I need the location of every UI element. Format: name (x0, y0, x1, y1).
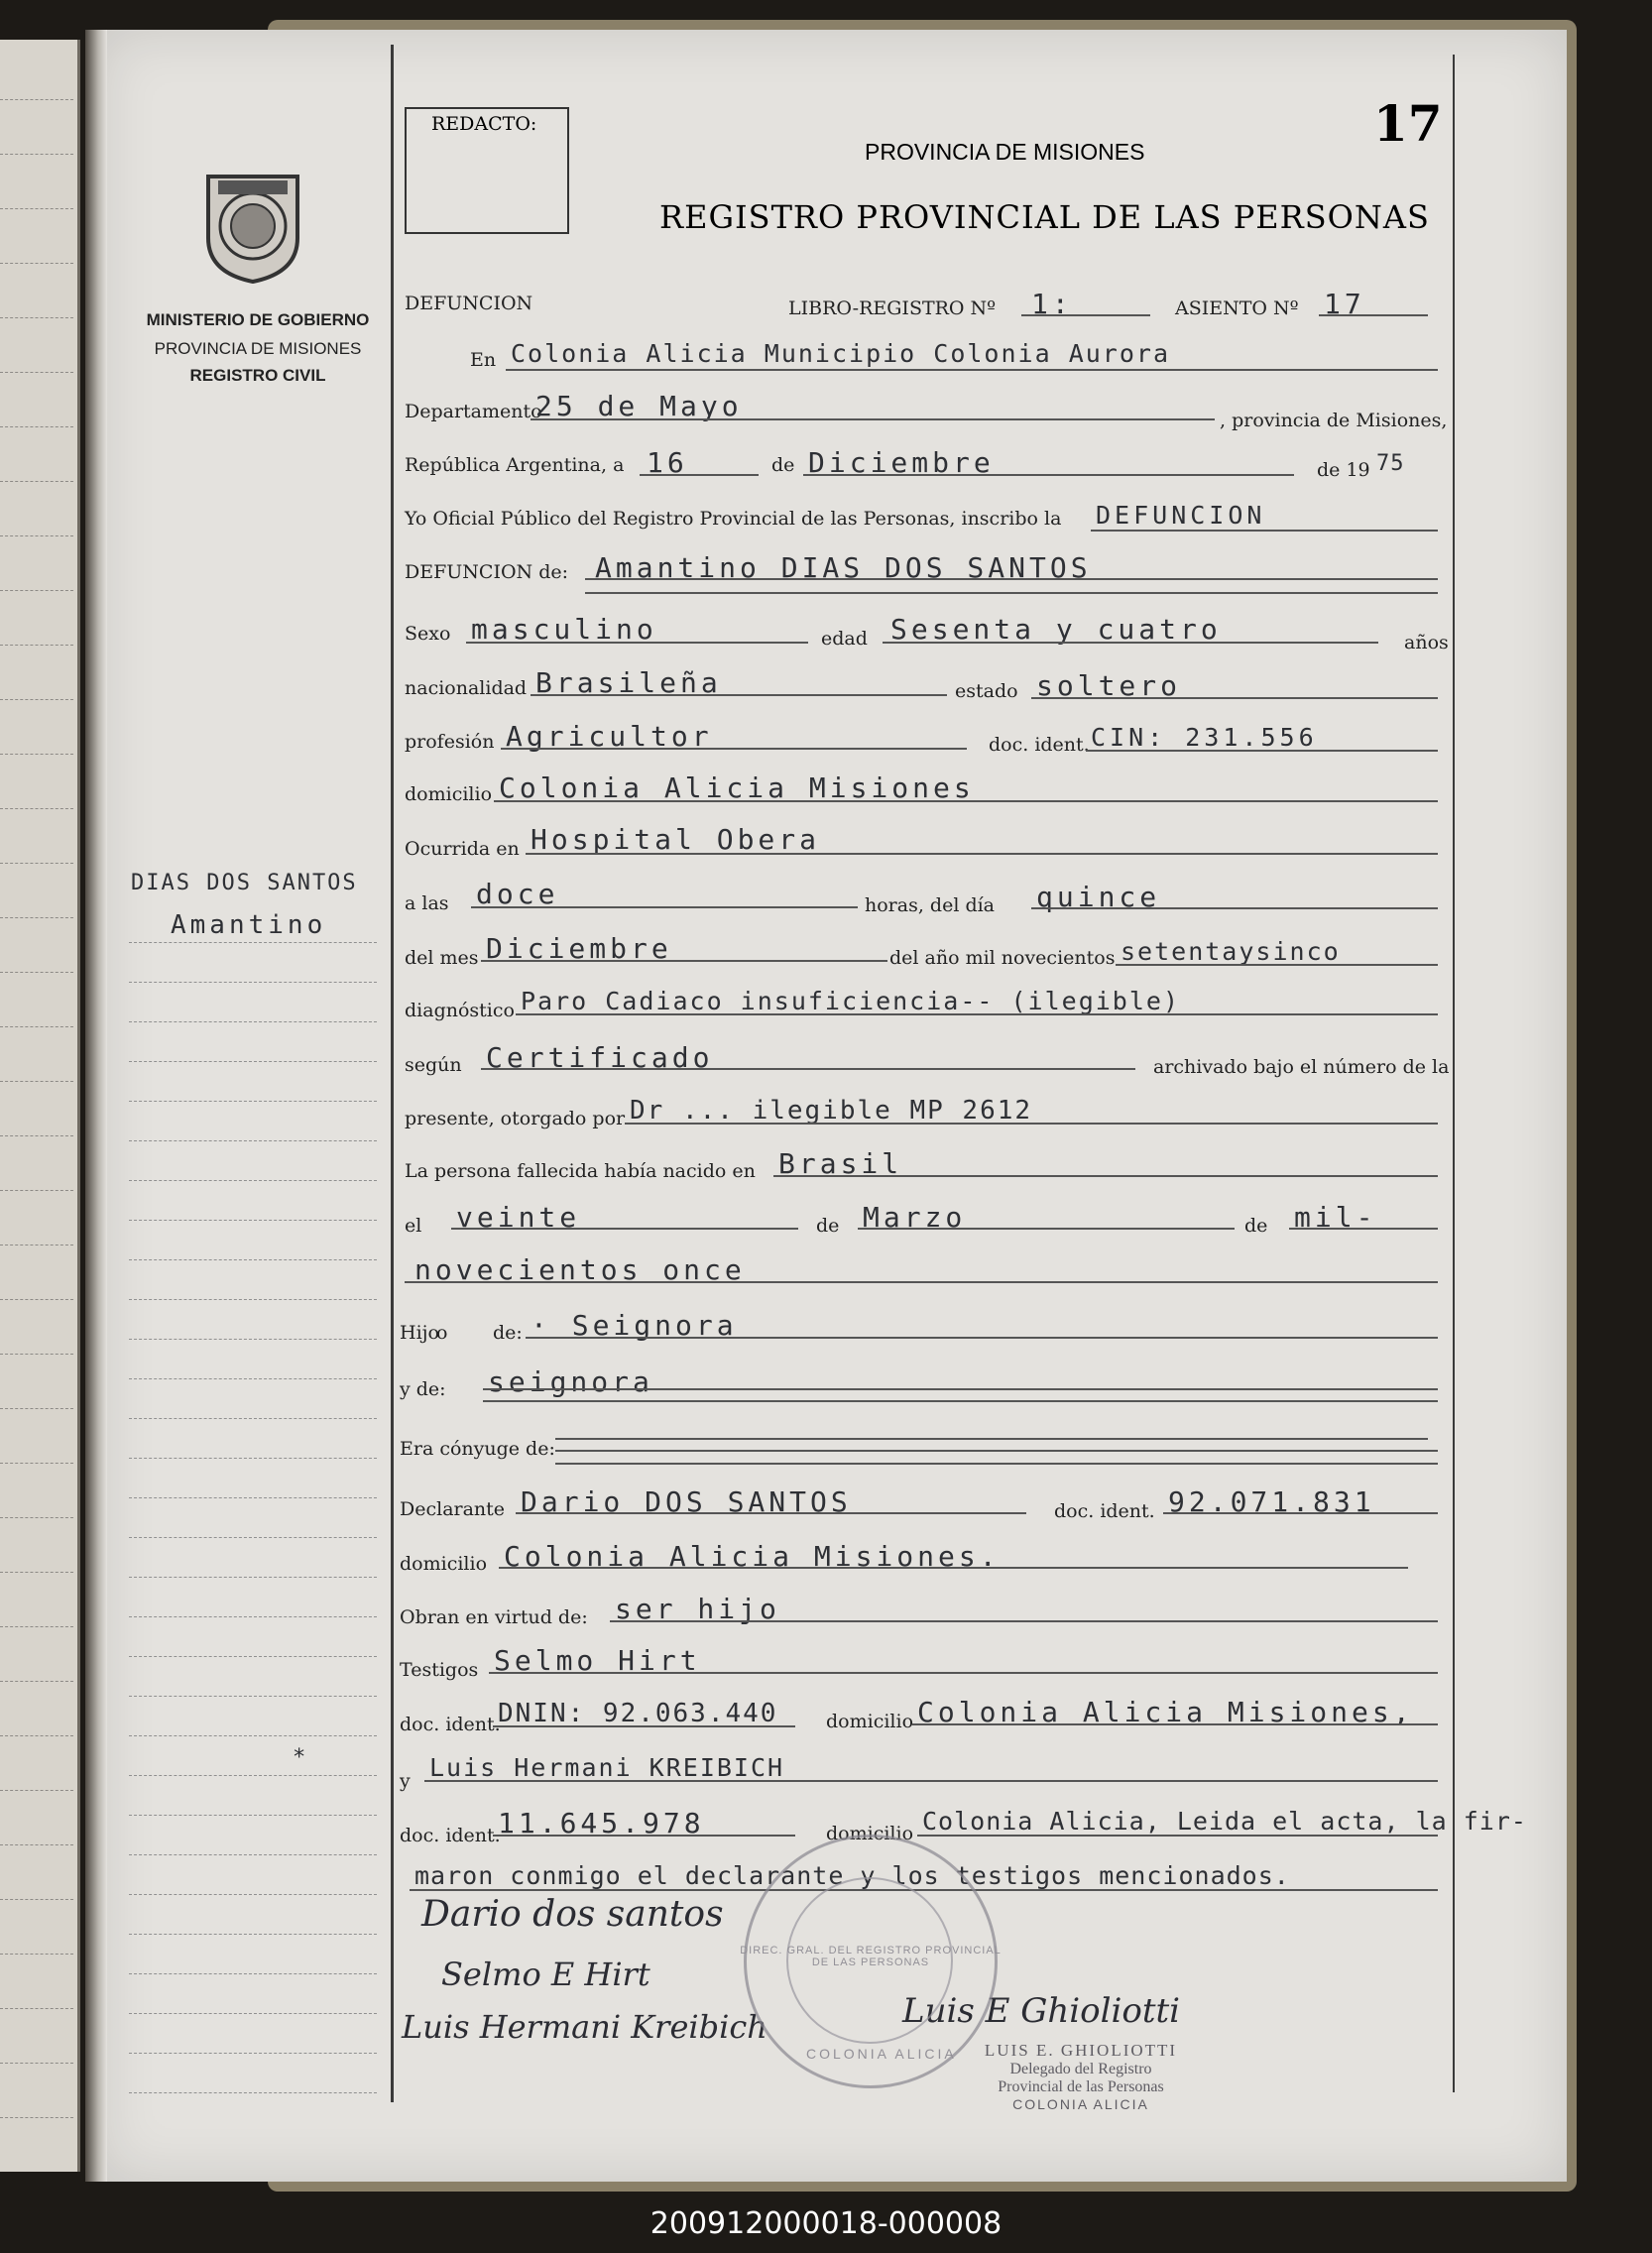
margin-ruled-line (129, 2053, 377, 2054)
nacionalidad-label: nacionalidad (405, 677, 528, 699)
ruled-line (0, 863, 73, 864)
ruled-line (0, 808, 73, 809)
docident-label: doc. ident. (989, 734, 1090, 756)
ruled-line (0, 317, 73, 318)
t2-dom-value: Colonia Alicia, Leida el acta, la fir- (922, 1807, 1527, 1836)
ruled-line (0, 1954, 73, 1955)
day-value: 16 (647, 446, 688, 479)
margin-ruled-line (129, 1021, 377, 1022)
presente-label: presente, otorgado por (405, 1108, 626, 1129)
margin-ruled-line (129, 2013, 377, 2014)
ruled-line (0, 1735, 73, 1736)
diagnostico-label: diagnóstico (405, 1000, 515, 1021)
ruled-line (0, 1681, 73, 1682)
ocurrida-value: Hospital Obera (531, 823, 821, 856)
header-province: PROVINCIA DE MISIONES (865, 139, 1145, 165)
nacido-value: Brasil (778, 1147, 903, 1180)
margin-surname: DIAS DOS SANTOS (131, 871, 358, 895)
declarante-value: Dario DOS SANTOS (521, 1485, 852, 1518)
page-gutter (85, 30, 107, 2182)
image-caption: 200912000018-000008 (649, 2206, 1003, 2241)
diagnostico-value: Paro Cadiaco insuficiencia-- (ilegible) (521, 987, 1180, 1015)
ruled-line (0, 1572, 73, 1573)
sexo-value: masculino (471, 613, 657, 646)
ruled-line (0, 1463, 73, 1464)
ocurrida-label: Ocurrida en (405, 838, 520, 860)
obran-label: Obran en virtud de: (400, 1606, 588, 1628)
nacido-label: La persona fallecida había nacido en (405, 1160, 756, 1182)
nacionalidad-value: Brasileña (535, 666, 722, 699)
declarante-dom-value: Colonia Alicia Misiones. (504, 1540, 1001, 1573)
ano-continuation-value: novecientos once (414, 1253, 746, 1286)
margin-ruled-line (129, 1735, 377, 1736)
sexo-label: Sexo (405, 623, 451, 645)
ruled-line (0, 1081, 73, 1082)
horas-label: horas, del día (865, 894, 996, 916)
libro-label: LIBRO-REGISTRO Nº (788, 297, 997, 319)
margin-ruled-line (129, 2092, 377, 2093)
t1-dom-value: Colonia Alicia Misiones, (917, 1696, 1414, 1728)
page-number: 17 (1373, 94, 1443, 153)
edad-value: Sesenta y cuatro (890, 613, 1222, 646)
margin-mark: * (293, 1745, 310, 1770)
ruled-line (0, 208, 73, 209)
segun-value: Certificado (486, 1041, 714, 1074)
de-label: de (771, 454, 795, 476)
seal-bottom-text: COLONIA ALICIA (806, 2046, 957, 2062)
ministry-province: PROVINCIA DE MISIONES (154, 339, 362, 358)
ruled-line (0, 754, 73, 755)
ruled-line (0, 1517, 73, 1518)
profesion-value: Agricultor (506, 720, 713, 753)
ruled-line (0, 917, 73, 918)
estado-label: estado (955, 680, 1018, 702)
de-ano-label: de (1244, 1215, 1268, 1237)
presente-value: Dr ... ilegible MP 2612 (630, 1096, 1033, 1126)
delano-label: del año mil novecientos (889, 947, 1116, 969)
provincia-label: , provincia de Misiones, (1220, 410, 1448, 431)
stamp-line-4: COLONIA ALICIA (1012, 2096, 1149, 2112)
declarante-label: Declarante (400, 1498, 506, 1520)
ruled-line (0, 154, 73, 155)
declarante-doc-value: 92.071.831 (1168, 1485, 1375, 1518)
t1-dom-label: domicilio (826, 1711, 914, 1732)
conyuge-label: Era cónyuge de: (400, 1438, 555, 1460)
margin-ruled-line (129, 1418, 377, 1419)
redacto-label: REDACTO: (431, 113, 537, 135)
previous-page-edge (0, 40, 80, 2172)
ruled-line (0, 1626, 73, 1627)
ruled-line (0, 1899, 73, 1900)
redacto-box (405, 107, 569, 234)
t2-doc-value: 11.645.978 (498, 1807, 705, 1839)
departamento-label: Departamento (405, 401, 542, 422)
t1-doc-label: doc. ident. (400, 1714, 501, 1735)
hijo-de-value: · Seignora (531, 1309, 738, 1342)
margin-ruled-line (129, 1577, 377, 1578)
oficial-text: Yo Oficial Público del Registro Provincial de las Personas, inscribo la (405, 508, 1062, 530)
el-value: veinte (456, 1201, 581, 1234)
alas-label: a las (405, 892, 449, 914)
declarante-doc-label: doc. ident. (1054, 1500, 1155, 1522)
domicilio-value: Colonia Alicia Misiones (499, 771, 975, 804)
registry-title: REGISTRO PROVINCIAL DE LAS PERSONAS (659, 198, 1430, 236)
de-mes-value: Marzo (863, 1201, 967, 1234)
year-label: de 19 (1317, 459, 1370, 481)
ruled-line (0, 481, 73, 482)
defuncion-de-label: DEFUNCION de: (405, 561, 569, 583)
year-value: 75 (1376, 451, 1405, 476)
margin-ruled-line (129, 1299, 377, 1300)
edad-label: edad (821, 628, 868, 650)
republica-label: República Argentina, a (405, 454, 625, 476)
margin-divider (391, 45, 394, 2102)
ruled-line (0, 99, 73, 100)
t2-doc-label: doc. ident. (400, 1825, 501, 1846)
margin-ruled-line (129, 1220, 377, 1221)
ruled-line (0, 699, 73, 700)
signature-witness-2: Luis Hermani Kreibich (402, 2008, 767, 2046)
official-stamp (952, 2041, 1210, 2112)
stamp-line-2: Delegado del Registro (1009, 2061, 1152, 2077)
departamento-value: 25 de Mayo (535, 390, 743, 422)
margin-ruled-line (129, 1854, 377, 1855)
testigos-label: Testigos (400, 1659, 479, 1681)
alas-value: doce (476, 878, 559, 910)
margin-ruled-line (129, 1973, 377, 1974)
coat-of-arms-emblem (198, 169, 307, 286)
margin-ruled-line (129, 1101, 377, 1102)
margin-ruled-line (129, 1378, 377, 1379)
ruled-line (0, 1408, 73, 1409)
t2-dom-label: domicilio (826, 1823, 914, 1844)
docident-value: CIN: 231.556 (1091, 723, 1318, 752)
right-border (1453, 55, 1455, 2092)
profesion-label: profesión (405, 731, 495, 753)
margin-ruled-line (129, 982, 377, 983)
ruled-line (0, 2117, 73, 2118)
stamp-line-1: LUIS E. GHIOLIOTTI (984, 2041, 1178, 2060)
ruled-line (0, 535, 73, 536)
margin-ruled-line (129, 1656, 377, 1657)
margin-ruled-line (129, 942, 377, 943)
margin-ruled-line (129, 1458, 377, 1459)
ruled-line (0, 1026, 73, 1027)
ministry-name: MINISTERIO DE GOBIERNO (146, 310, 370, 329)
hijo-label: Hijo (400, 1322, 439, 1344)
anos-label: años (1404, 632, 1449, 653)
y-label: y (400, 1770, 411, 1792)
domicilio-label: domicilio (405, 783, 493, 805)
el-label: el (405, 1215, 422, 1237)
margin-ruled-line (129, 1339, 377, 1340)
yde-label: y de: (400, 1378, 446, 1400)
archivado-label: archivado bajo el número de la (1153, 1056, 1450, 1078)
yde-value: seignora (488, 1365, 653, 1398)
ruled-line (0, 426, 73, 427)
margin-ruled-line (129, 1934, 377, 1935)
ruled-line (0, 1354, 73, 1355)
asiento-value: 17 (1324, 288, 1365, 320)
signature-declarante: Dario dos santos (421, 1894, 724, 1935)
de-mes-label: de (816, 1215, 840, 1237)
ruled-line (0, 1844, 73, 1845)
ruled-line (0, 372, 73, 373)
month-value: Diciembre (808, 446, 995, 479)
ruled-line (0, 645, 73, 646)
margin-ruled-line (129, 1537, 377, 1538)
ruled-line (0, 2008, 73, 2009)
margin-ruled-line (129, 1497, 377, 1498)
delano-value: setentaysinco (1121, 937, 1341, 966)
margin-ruled-line (129, 1259, 377, 1260)
margin-given-name: Amantino (171, 910, 327, 940)
signature-witness-1: Selmo E Hirt (441, 1956, 650, 1993)
testigos-value: Selmo Hirt (494, 1644, 701, 1677)
oficial-value: DEFUNCION (1096, 501, 1266, 530)
de-ano-value: mil- (1294, 1201, 1377, 1234)
margin-ruled-line (129, 1061, 377, 1062)
obran-value: ser hijo (615, 1593, 780, 1625)
ruled-line (0, 263, 73, 264)
declarante-dom-label: domicilio (400, 1553, 488, 1575)
t1-doc-value: DNIN: 92.063.440 (498, 1699, 778, 1728)
margin-ruled-line (129, 1696, 377, 1697)
en-label: En (470, 349, 497, 371)
margin-ruled-line (129, 1815, 377, 1816)
hijo-de-label: de: (493, 1322, 523, 1344)
estado-value: soltero (1036, 669, 1182, 702)
signature-official: Luis E Ghioliotti (902, 1991, 1181, 2031)
ruled-line (0, 1190, 73, 1191)
civil-registry: REGISTRO CIVIL (189, 366, 326, 385)
en-value: Colonia Alicia Municipio Colonia Aurora (511, 339, 1170, 368)
stamp-line-3: Provincial de las Personas (998, 2078, 1164, 2095)
ruled-line (0, 2063, 73, 2064)
margin-ruled-line (129, 1616, 377, 1617)
margin-ruled-line (129, 1894, 377, 1895)
ruled-line (0, 1299, 73, 1300)
segun-label: según (405, 1054, 462, 1076)
ruled-line (0, 972, 73, 973)
delmes-value: Diciembre (486, 932, 672, 965)
delmes-label: del mes (405, 947, 479, 969)
margin-ruled-line (129, 1180, 377, 1181)
closing-value: maron conmigo el declarante y los testigos mencionados. (414, 1861, 1290, 1890)
act-type-label: DEFUNCION (405, 293, 533, 314)
ruled-line (0, 1135, 73, 1136)
ruled-line (0, 590, 73, 591)
margin-ruled-line (129, 1140, 377, 1141)
libro-value: 1: (1031, 288, 1073, 320)
asiento-label: ASIENTO Nº (1175, 297, 1299, 319)
margin-ruled-line (129, 1775, 377, 1776)
t2-value: Luis Hermani KREIBICH (429, 1753, 785, 1782)
seal-ring-text: DIREC. GRAL. DEL REGISTRO PROVINCIAL DE LAS PERSONAS (740, 1945, 1002, 1968)
defuncion-de-value: Amantino DIAS DOS SANTOS (595, 551, 1092, 584)
horas-value: quince (1036, 881, 1161, 913)
hijo-gender-suffix: o (436, 1322, 448, 1344)
ruled-line (0, 1790, 73, 1791)
